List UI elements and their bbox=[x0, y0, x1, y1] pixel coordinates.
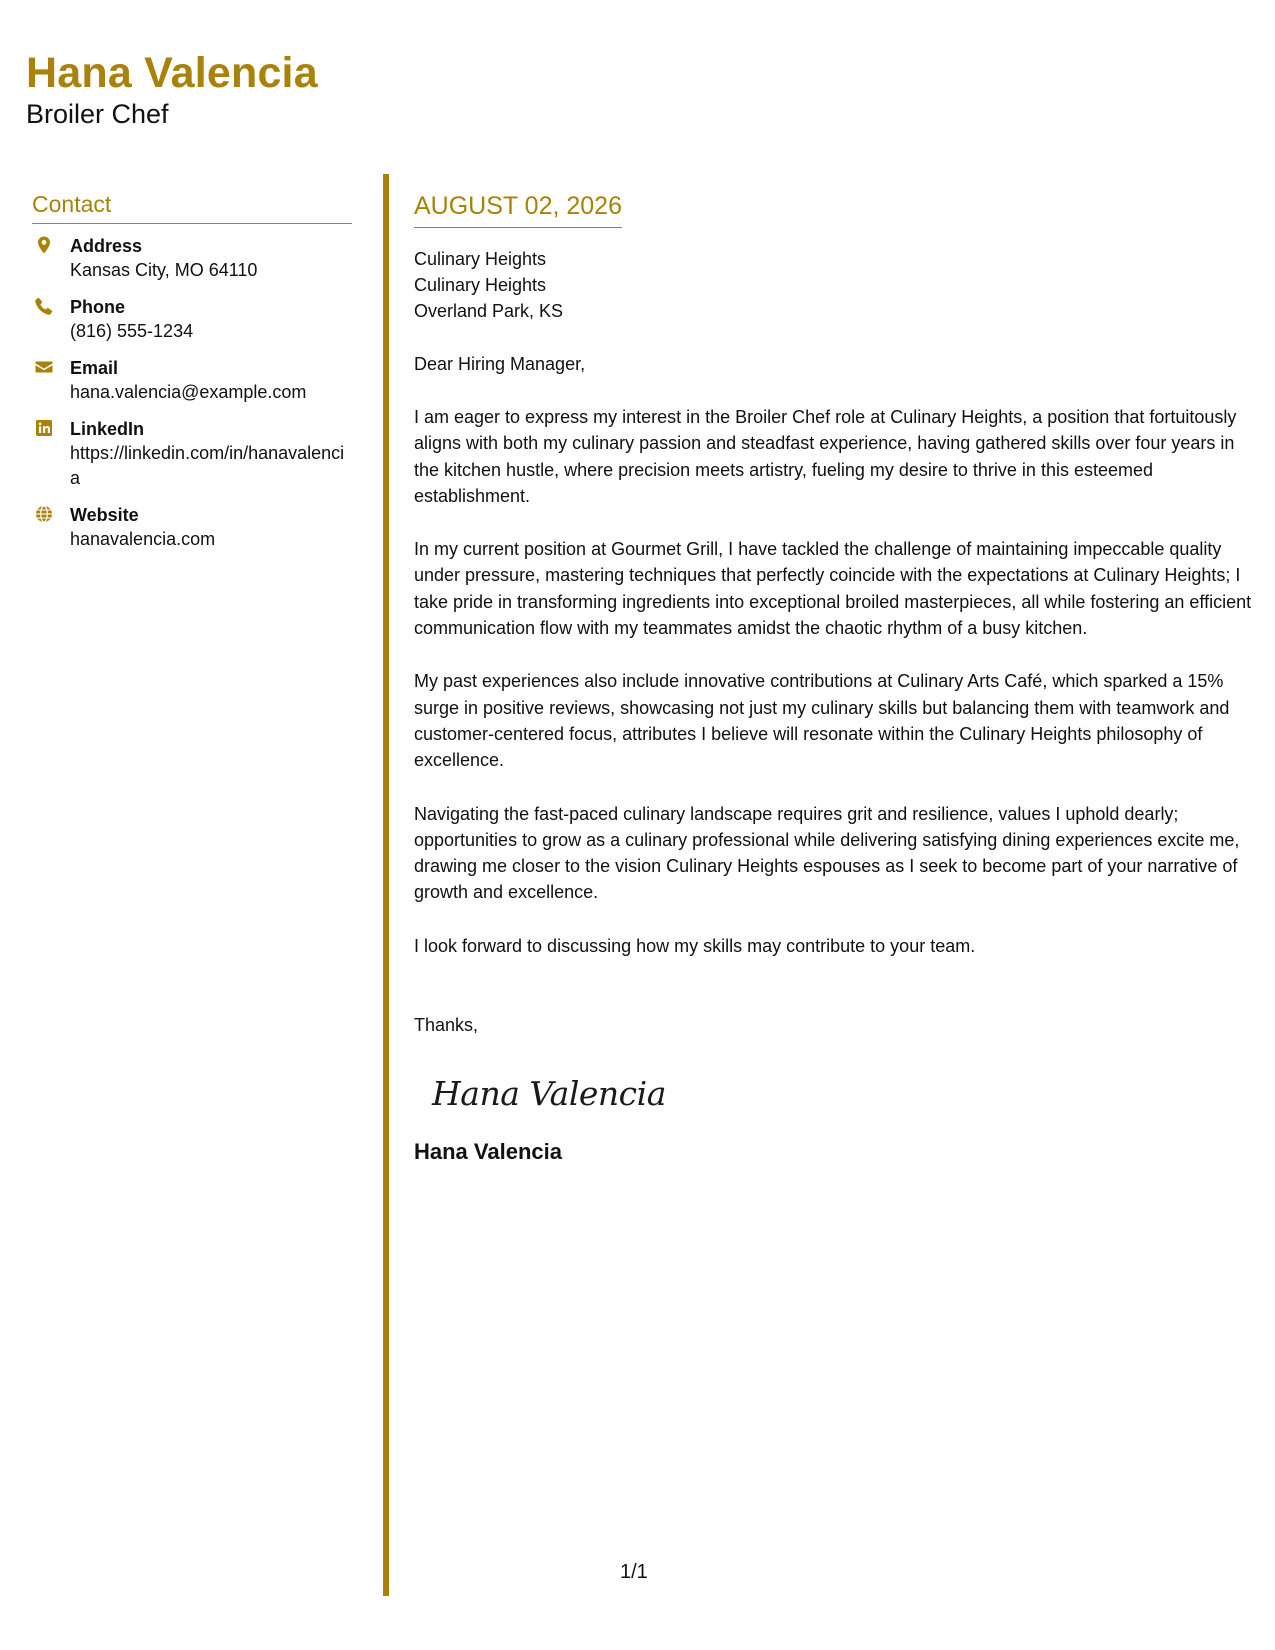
contact-item-linkedin bbox=[32, 417, 352, 491]
paragraph: I look forward to discussing how my skills may contribute to your team. bbox=[414, 935, 976, 956]
header bbox=[26, 48, 318, 130]
recipient-line: Overland Park, KS bbox=[414, 301, 564, 321]
vertical-divider bbox=[383, 174, 389, 1596]
contact-value: hanavalencia.com bbox=[70, 529, 216, 549]
contact-label: Email bbox=[70, 358, 119, 378]
paragraph: I am eager to express my interest in the Broiler Chef role at Culinary Heights, a position that fortuitously aligns with both my culinary passion and steadfast experience, having gathered skills over four years in the kitchen hustle, where precision meets artistry, fueling my desire to thrive in this esteemed establishment. bbox=[414, 407, 1237, 506]
contact-label: Website bbox=[70, 505, 139, 525]
globe-icon bbox=[34, 504, 54, 524]
envelope-icon bbox=[34, 357, 54, 377]
phone-icon bbox=[34, 296, 54, 316]
contact-label: LinkedIn bbox=[70, 419, 145, 439]
contact-heading: Contact bbox=[32, 190, 352, 224]
recipient-line: Culinary Heights bbox=[414, 249, 547, 269]
contact-item-website bbox=[32, 503, 352, 552]
recipient-line: Culinary Heights bbox=[414, 275, 547, 295]
applicant-name: Hana Valencia bbox=[26, 49, 318, 97]
page-number: 1/1 bbox=[620, 1561, 648, 1583]
paragraph: Navigating the fast-paced culinary landscape requires grit and resilience, values I uphold dearly; opportunities to grow as a culinary professional while delivering satisfying dining experiences excite me, drawing me closer to the vision Culinary Heights espouses as I seek to become part of your narrative of growth and excellence. bbox=[414, 803, 1240, 903]
contact-value: (816) 555-1234 bbox=[70, 321, 194, 341]
contact-value: Kansas City, MO 64110 bbox=[70, 260, 258, 280]
contact-value: https://linkedin.com/in/hanavalencia bbox=[70, 443, 345, 488]
contact-value: hana.valencia@example.com bbox=[70, 382, 307, 402]
paragraph: In my current position at Gourmet Grill, I have tackled the challenge of maintaining impeccable quality under pressure, mastering techniques that perfectly coincide with the expectations at Culinary Heights; I take pride in transforming ingredients into exceptional broiled masterpieces, all while fostering an efficient communication flow with my teammates amidst the chaotic rhythm of a busy kitchen. bbox=[414, 539, 1252, 639]
map-pin-icon bbox=[34, 235, 54, 255]
closing: Thanks, bbox=[414, 1015, 479, 1036]
letter-date: AUGUST 02, 2026 bbox=[414, 190, 622, 228]
signer-name: Hana Valencia bbox=[414, 1139, 562, 1165]
recipient-block bbox=[414, 246, 1252, 324]
handwritten-signature: Hana Valencia bbox=[432, 1074, 666, 1114]
salutation: Dear Hiring Manager, bbox=[414, 354, 586, 374]
job-title: Broiler Chef bbox=[26, 99, 169, 129]
contact-item-address bbox=[32, 234, 352, 283]
linkedin-icon bbox=[34, 418, 54, 438]
contact-label: Phone bbox=[70, 297, 126, 317]
contact-sidebar bbox=[32, 190, 352, 564]
contact-item-email bbox=[32, 356, 352, 405]
paragraph: My past experiences also include innovative contributions at Culinary Arts Café, which sparked a 15% surge in positive reviews, showcasing not just my culinary skills but balancing them with teamwork and customer-centered focus, attributes I believe will resonate within the Culinary Heights philosophy of excellence. bbox=[414, 671, 1230, 771]
letter-body bbox=[414, 190, 1252, 1166]
contact-list bbox=[32, 234, 352, 552]
contact-item-phone bbox=[32, 295, 352, 344]
contact-label: Address bbox=[70, 236, 143, 256]
